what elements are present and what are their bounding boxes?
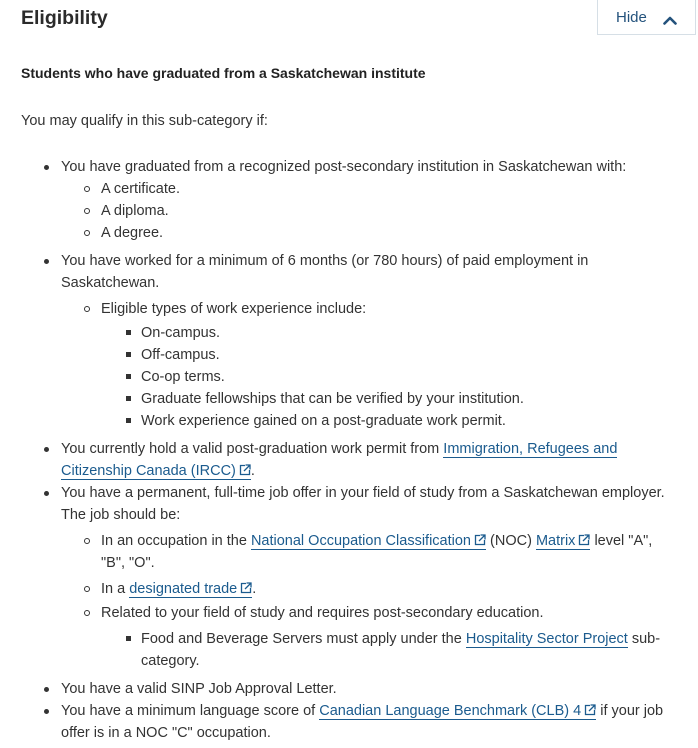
- job-offer-text: You have a permanent, full-time job offer in your field of study from a Saskatchewan employer. The job should be:: [61, 485, 665, 523]
- chevron-up-icon: [663, 12, 677, 22]
- language-suffix: if your job offer is in a NOC "C" occupation.: [61, 703, 664, 741]
- matrix-link-label: Matrix: [535, 533, 576, 549]
- work-experience-item: [61, 298, 678, 432]
- work-type-item: Graduate fellowships that can be verified by your institution.: [101, 388, 678, 410]
- trade-prefix: In a: [101, 581, 126, 597]
- criterion-worked-text: You have worked for a minimum of 6 months (or 780 hours) of paid employment in Saskatchewan.: [61, 253, 589, 291]
- noc-suffix: level "A", "B", "O".: [101, 533, 653, 571]
- noc-prefix: In an occupation in the: [101, 533, 247, 549]
- job-requirement-trade: [61, 578, 678, 600]
- hide-toggle-button[interactable]: [597, 0, 696, 35]
- matrix-link[interactable]: [536, 533, 590, 550]
- work-type-item: Co-op terms.: [101, 366, 678, 388]
- note-prefix: Food and Beverage Servers must apply under the: [141, 631, 462, 647]
- criterion-permit: [0, 438, 698, 482]
- clb-link[interactable]: [319, 703, 596, 720]
- work-experience-list: [61, 298, 678, 432]
- criterion-worked: [0, 250, 698, 432]
- external-link-icon: [584, 701, 596, 713]
- criterion-sinp: [0, 678, 698, 700]
- credential-list: [61, 178, 678, 244]
- criterion-graduated: [0, 156, 698, 244]
- work-type-item: On-campus.: [101, 322, 678, 344]
- permit-text: You currently hold a valid post-graduation work permit from: [61, 441, 440, 457]
- language-prefix: You have a minimum language score of: [61, 703, 316, 719]
- criterion-graduated-text: You have graduated from a recognized post-secondary institution in Saskatchewan with:: [61, 159, 627, 175]
- designated-trade-link-label: designated trade: [129, 581, 238, 597]
- note-suffix: sub-category.: [141, 631, 661, 669]
- related-note-list: [101, 628, 678, 672]
- criteria-list: [0, 156, 698, 744]
- sinp-text: You have a valid SINP Job Approval Letter.: [61, 681, 337, 697]
- work-type-item: Off-campus.: [101, 344, 678, 366]
- job-requirement-noc: [61, 530, 678, 574]
- intro-text: You may qualify in this sub-category if:: [21, 113, 268, 129]
- work-type-list: [101, 322, 678, 432]
- job-requirement-list: [61, 530, 678, 672]
- hide-label: Hide: [616, 8, 647, 26]
- criterion-language: [0, 700, 698, 744]
- noc-middle: (NOC): [490, 533, 532, 549]
- section-header: [0, 0, 698, 36]
- clb-link-label: Canadian Language Benchmark (CLB) 4: [319, 703, 582, 719]
- related-text: Related to your field of study and requires post-secondary education.: [101, 605, 544, 621]
- work-type-item: Work experience gained on a post-graduate work permit.: [101, 410, 678, 432]
- permit-tail: .: [250, 463, 255, 479]
- external-link-icon: [578, 531, 590, 543]
- external-link-icon: [474, 531, 486, 543]
- eligibility-criteria: [0, 156, 698, 744]
- hospitality-sector-link[interactable]: [466, 631, 628, 648]
- external-link-icon: [240, 579, 252, 591]
- noc-link-label: National Occupation Classification: [250, 533, 471, 549]
- credential-item: A degree.: [61, 222, 678, 244]
- external-link-icon: [239, 461, 251, 473]
- subcategory-heading: Students who have graduated from a Saskatchewan institute: [21, 65, 426, 81]
- job-requirement-related: [61, 602, 678, 672]
- noc-link[interactable]: [251, 533, 486, 550]
- hospitality-sector-link-label: Hospitality Sector Project: [465, 631, 628, 647]
- criterion-job-offer: [0, 482, 698, 672]
- related-note-item: [101, 628, 678, 672]
- designated-trade-link[interactable]: [129, 581, 252, 598]
- trade-suffix: .: [252, 581, 257, 597]
- credential-item: A certificate.: [61, 178, 678, 200]
- work-experience-text: Eligible types of work experience include:: [101, 301, 367, 317]
- section-title: Eligibility: [21, 7, 108, 29]
- ircc-link-label: Immigration, Refugees and Citizenship Canada (IRCC): [61, 441, 618, 479]
- credential-item: A diploma.: [61, 200, 678, 222]
